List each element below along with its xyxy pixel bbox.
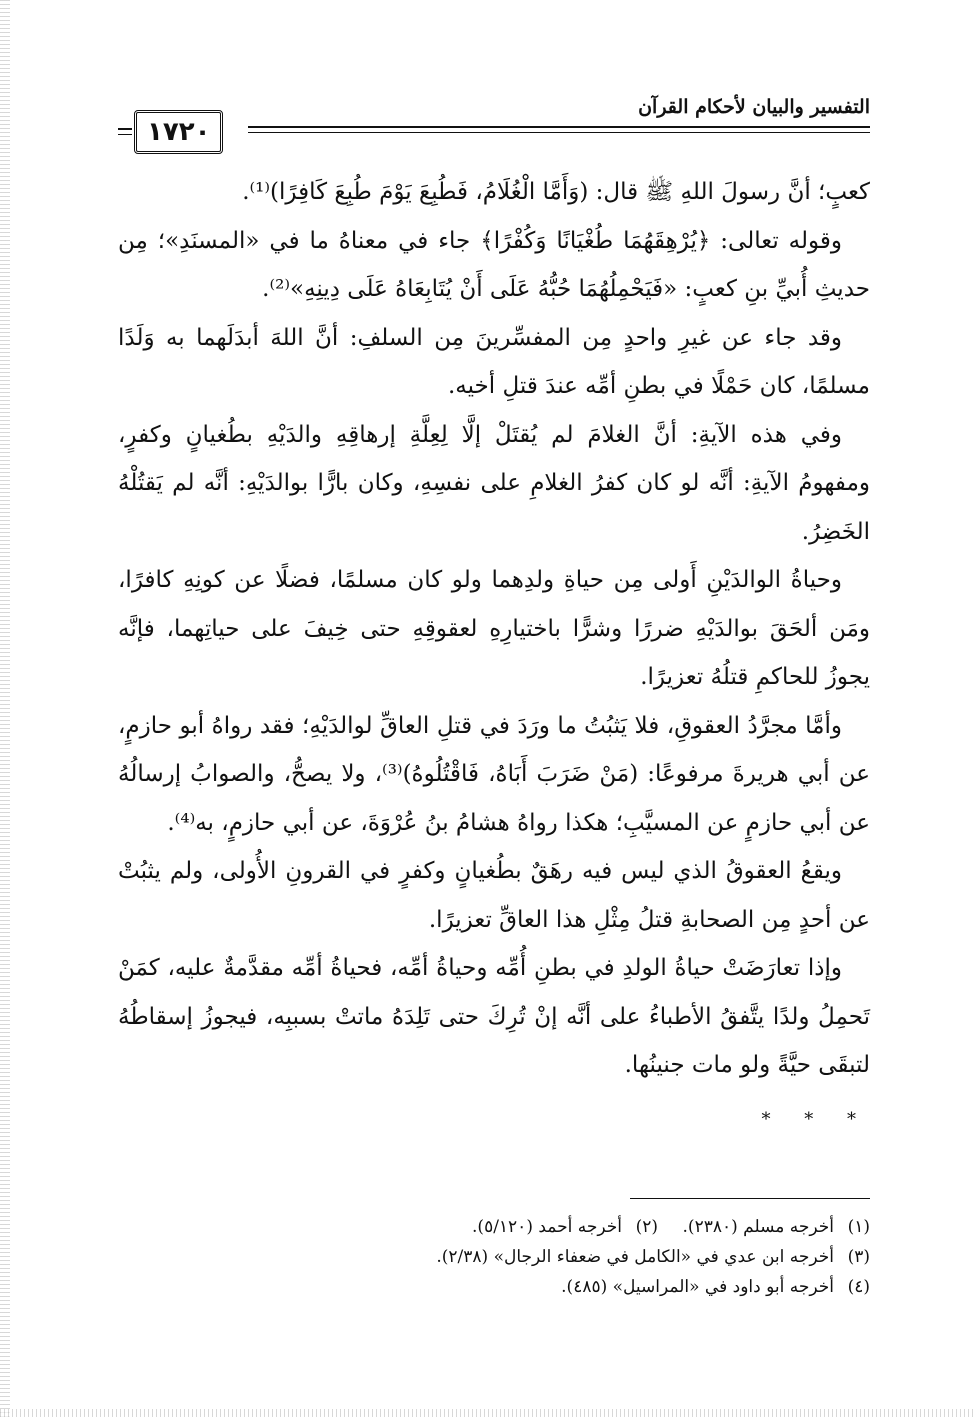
running-title: التفسير والبيان لأحكام القرآن [638, 96, 870, 118]
footnote-row [118, 1242, 870, 1272]
footnote [472, 1212, 658, 1242]
paragraph: وقوله تعالى: ﴿يُرْهِقَهُمَا طُغْيَانًا وَكُفْرًا﴾ جاء في معناهُ ما في «المسنَدِ»؛ مِن حديثِ أُبيِّ بنِ كعبٍ: «فَيَحْمِلُهُمَا حُبُّهُ عَلَى أَنْ يُتَابِعَاهُ عَلَى دِينِهِ»⁽²⁾. [118, 227, 870, 302]
header-rule [248, 126, 870, 128]
paragraph: كعبٍ؛ أنَّ رسولَ اللهِ ﷺ قال: (وَأَمَّا الْغُلَامُ، فَطُبِعَ يَوْمَ طُبِعَ كَافِرًا)⁽¹⁾. [242, 179, 870, 205]
paragraph: وقد جاء عن غيرِ واحدٍ مِن المفسِّرينَ مِن السلفِ: أنَّ اللهَ أبدَلَهما به وَلَدًا مسلمًا، كان حَمْلًا في بطنِ أمِّه عندَ قتلِ أخيه. [118, 324, 870, 399]
paragraph: وإذا تعارَضَتْ حياةُ الولدِ في بطنِ أُمِّه وحياةُ أمِّه، فحياةُ أمِّه مقدَّمةٌ عليه، كمَنْ تَحمِلُ ولدًا يتَّفقُ الأطباءُ على أنَّه إنْ تُرِكَ حتى تَلِدَهُ ماتتْ بسببِه، فيجوزُ إسقاطُهُ لتبقَى حيَّةً ولو مات جنينُها. [118, 955, 870, 1078]
footnote-text: أخرجه أبو داود في «المراسيل» (٤٨٥). [561, 1277, 834, 1297]
footnote [658, 1212, 870, 1242]
header-rule-thin [248, 132, 870, 133]
footnote-text: أخرجه ابن عدي في «الكامل في ضعفاء الرجال» (٢/٣٨). [436, 1247, 834, 1267]
page-number: ١٧٢٠ [134, 110, 223, 154]
paragraph: وحياةُ الوالدَيْنِ أَولى مِن حياةِ ولدِهما ولو كان مسلمًا، فضلًا عن كونِهِ كافرًا، ومَن ألحَقَ بوالدَيْهِ ضررًا وشرًّا باختيارِهِ لعقوقِهِ حتى خِيفَ على حياتِهما، فإنَّه يجوزُ للحاكمِ قتلُهُ تعزيرًا. [118, 567, 870, 690]
footnote [561, 1272, 870, 1302]
footnote-text: أخرجه أحمد (٥/١٢٠). [472, 1217, 622, 1237]
footnote-text: أخرجه مسلم (٢٣٨٠). [682, 1217, 834, 1237]
scan-edge-bottom [0, 1409, 974, 1417]
footnote-number: (٤) [847, 1277, 870, 1297]
footnote-row [118, 1212, 870, 1242]
footnote [436, 1242, 870, 1272]
header-rule-stub [118, 128, 132, 130]
footnotes [118, 1212, 870, 1302]
page-header [118, 92, 870, 154]
scan-edge-left [0, 0, 10, 1417]
footnote-number: (١) [847, 1217, 870, 1237]
footnote-number: (٢) [635, 1217, 658, 1237]
footnote-rule [630, 1198, 870, 1199]
footnote-row [118, 1272, 870, 1302]
paragraph: ويقعُ العقوقُ الذي ليس فيه رهَقٌ بطُغيانٍ وكفرٍ في القرونِ الأُولى، ولم يثبُتْ عن أحدٍ مِن الصحابةِ قتلُ مِثْلِ هذا العاقِّ تعزيرًا. [118, 858, 870, 933]
section-separator: * * * [761, 1108, 870, 1130]
header-rule-stub-thin [118, 134, 132, 135]
paragraph: وفي هذه الآيةِ: أنَّ الغلامَ لم يُقتَلْ إلَّا لِعِلَّةِ إرهاقِهِ والدَيْهِ بطُغيانٍ وكفرٍ، ومفهومُ الآيةِ: أنَّه لو كان كفرُ الغلامِ على نفسِهِ، وكان بارًّا بوالدَيْهِ: أنَّه لم يَقتُلْهُ الخَضِرُ. [118, 421, 870, 545]
paragraph: وأمَّا مجرَّدُ العقوقِ، فلا يَثبُتُ ما ورَدَ في قتلِ العاقِّ لوالدَيْهِ؛ فقد رواهُ أبو حازمٍ، عن أبي هريرةَ مرفوعًا: (مَنْ ضَرَبَ أَبَاهُ، فَاقْتُلُوهُ)⁽³⁾، ولا يصحُّ، والصوابُ إرسالُهُ عن أبي حازمٍ عن المسيَّبِ؛ هكذا رواهُ هشامُ بنُ عُرْوَةَ، عن أبي حازمٍ، به⁽⁴⁾. [118, 712, 870, 836]
main-text [118, 168, 870, 1144]
footnote-number: (٣) [847, 1247, 870, 1267]
